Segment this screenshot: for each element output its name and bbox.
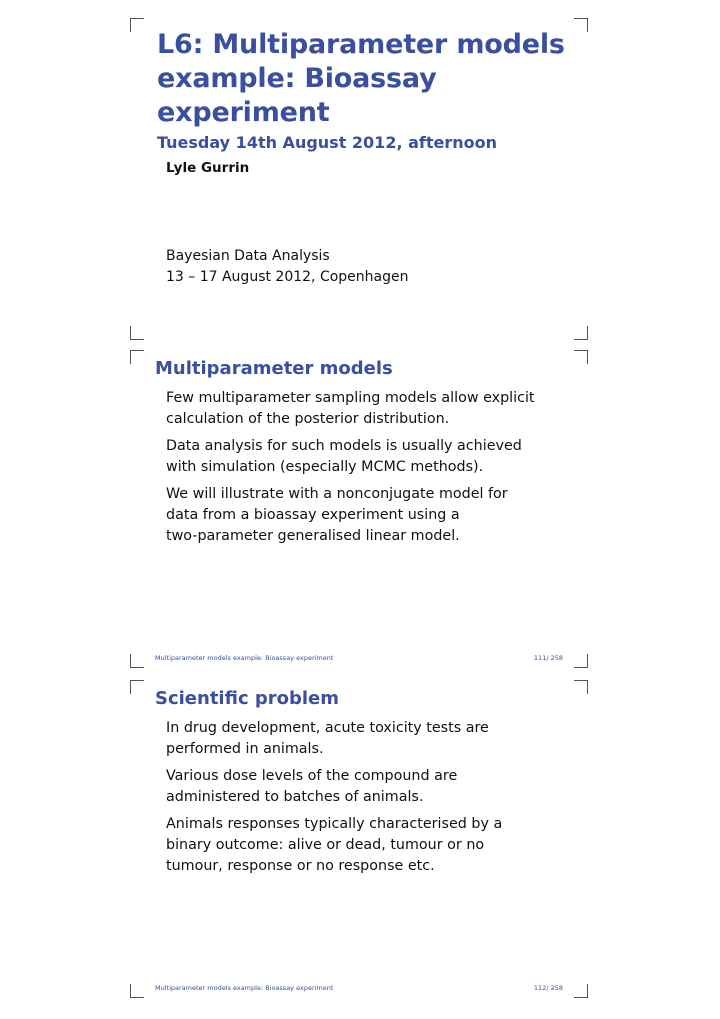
corner-mark — [130, 680, 144, 681]
corner-mark — [587, 18, 588, 32]
corner-mark — [130, 997, 144, 998]
corner-mark — [574, 339, 588, 340]
slide-title: Scientific problem — [155, 688, 340, 709]
title-line: L6: Multiparameter models — [157, 29, 565, 60]
text-line: calculation of the posterior distribution. — [166, 411, 450, 427]
corner-mark — [587, 326, 588, 340]
text-line: We will illustrate with a nonconjugate model for — [166, 486, 508, 502]
corner-mark — [130, 654, 131, 668]
text-line: In drug development, acute toxicity tests are — [166, 720, 489, 736]
corner-mark — [574, 997, 588, 998]
text-line: Few multiparameter sampling models allow explicit — [166, 390, 535, 406]
corner-mark — [130, 326, 131, 340]
corner-mark — [130, 984, 131, 998]
course-dates: 13 – 17 August 2012, Copenhagen — [166, 269, 409, 285]
page-number: 112/ 258 — [533, 984, 563, 992]
course-info — [166, 246, 409, 288]
slide-body — [166, 718, 576, 883]
corner-mark — [574, 680, 588, 681]
presentation-date: Tuesday 14th August 2012, afternoon — [157, 133, 498, 152]
text-line: administered to batches of animals. — [166, 789, 424, 805]
corner-mark — [130, 18, 144, 19]
paragraph — [166, 718, 576, 760]
title-line: example: Bioassay experiment — [157, 63, 437, 128]
corner-mark — [130, 339, 144, 340]
corner-mark — [130, 680, 131, 694]
corner-mark — [574, 667, 588, 668]
paragraph — [166, 766, 576, 808]
text-line: performed in animals. — [166, 741, 324, 757]
corner-mark — [587, 350, 588, 364]
slide-footer — [155, 982, 563, 994]
slide-footer — [155, 652, 563, 664]
page-number: 111/ 258 — [533, 654, 563, 662]
corner-mark — [587, 680, 588, 694]
slide-scientific-problem — [130, 680, 588, 998]
corner-mark — [574, 350, 588, 351]
corner-mark — [574, 18, 588, 19]
footer-title: Multiparameter models example: Bioassay experiment — [155, 984, 334, 992]
slide-title: Multiparameter models — [155, 358, 393, 379]
paragraph — [166, 484, 576, 547]
paragraph — [166, 388, 576, 430]
title-block — [157, 28, 587, 153]
text-line: two-parameter generalised linear model. — [166, 528, 460, 544]
corner-mark — [130, 350, 131, 364]
text-line: tumour, response or no response etc. — [166, 858, 435, 874]
corner-mark — [130, 350, 144, 351]
course-name: Bayesian Data Analysis — [166, 248, 330, 264]
text-line: binary outcome: alive or dead, tumour or no — [166, 837, 485, 853]
slide-multiparameter-models — [130, 350, 588, 668]
paragraph — [166, 436, 576, 478]
author-name: Lyle Gurrin — [166, 160, 250, 176]
corner-mark — [130, 18, 131, 32]
text-line: Data analysis for such models is usually achieved — [166, 438, 522, 454]
presentation-title — [157, 28, 587, 130]
text-line: Animals responses typically characterised by a — [166, 816, 503, 832]
text-line: with simulation (especially MCMC methods). — [166, 459, 484, 475]
slide-body — [166, 388, 576, 553]
text-line: Various dose levels of the compound are — [166, 768, 458, 784]
title-slide — [130, 18, 588, 340]
corner-mark — [587, 654, 588, 668]
text-line: data from a bioassay experiment using a — [166, 507, 460, 523]
corner-mark — [130, 667, 144, 668]
paragraph — [166, 814, 576, 877]
footer-title: Multiparameter models example: Bioassay experiment — [155, 654, 334, 662]
corner-mark — [587, 984, 588, 998]
